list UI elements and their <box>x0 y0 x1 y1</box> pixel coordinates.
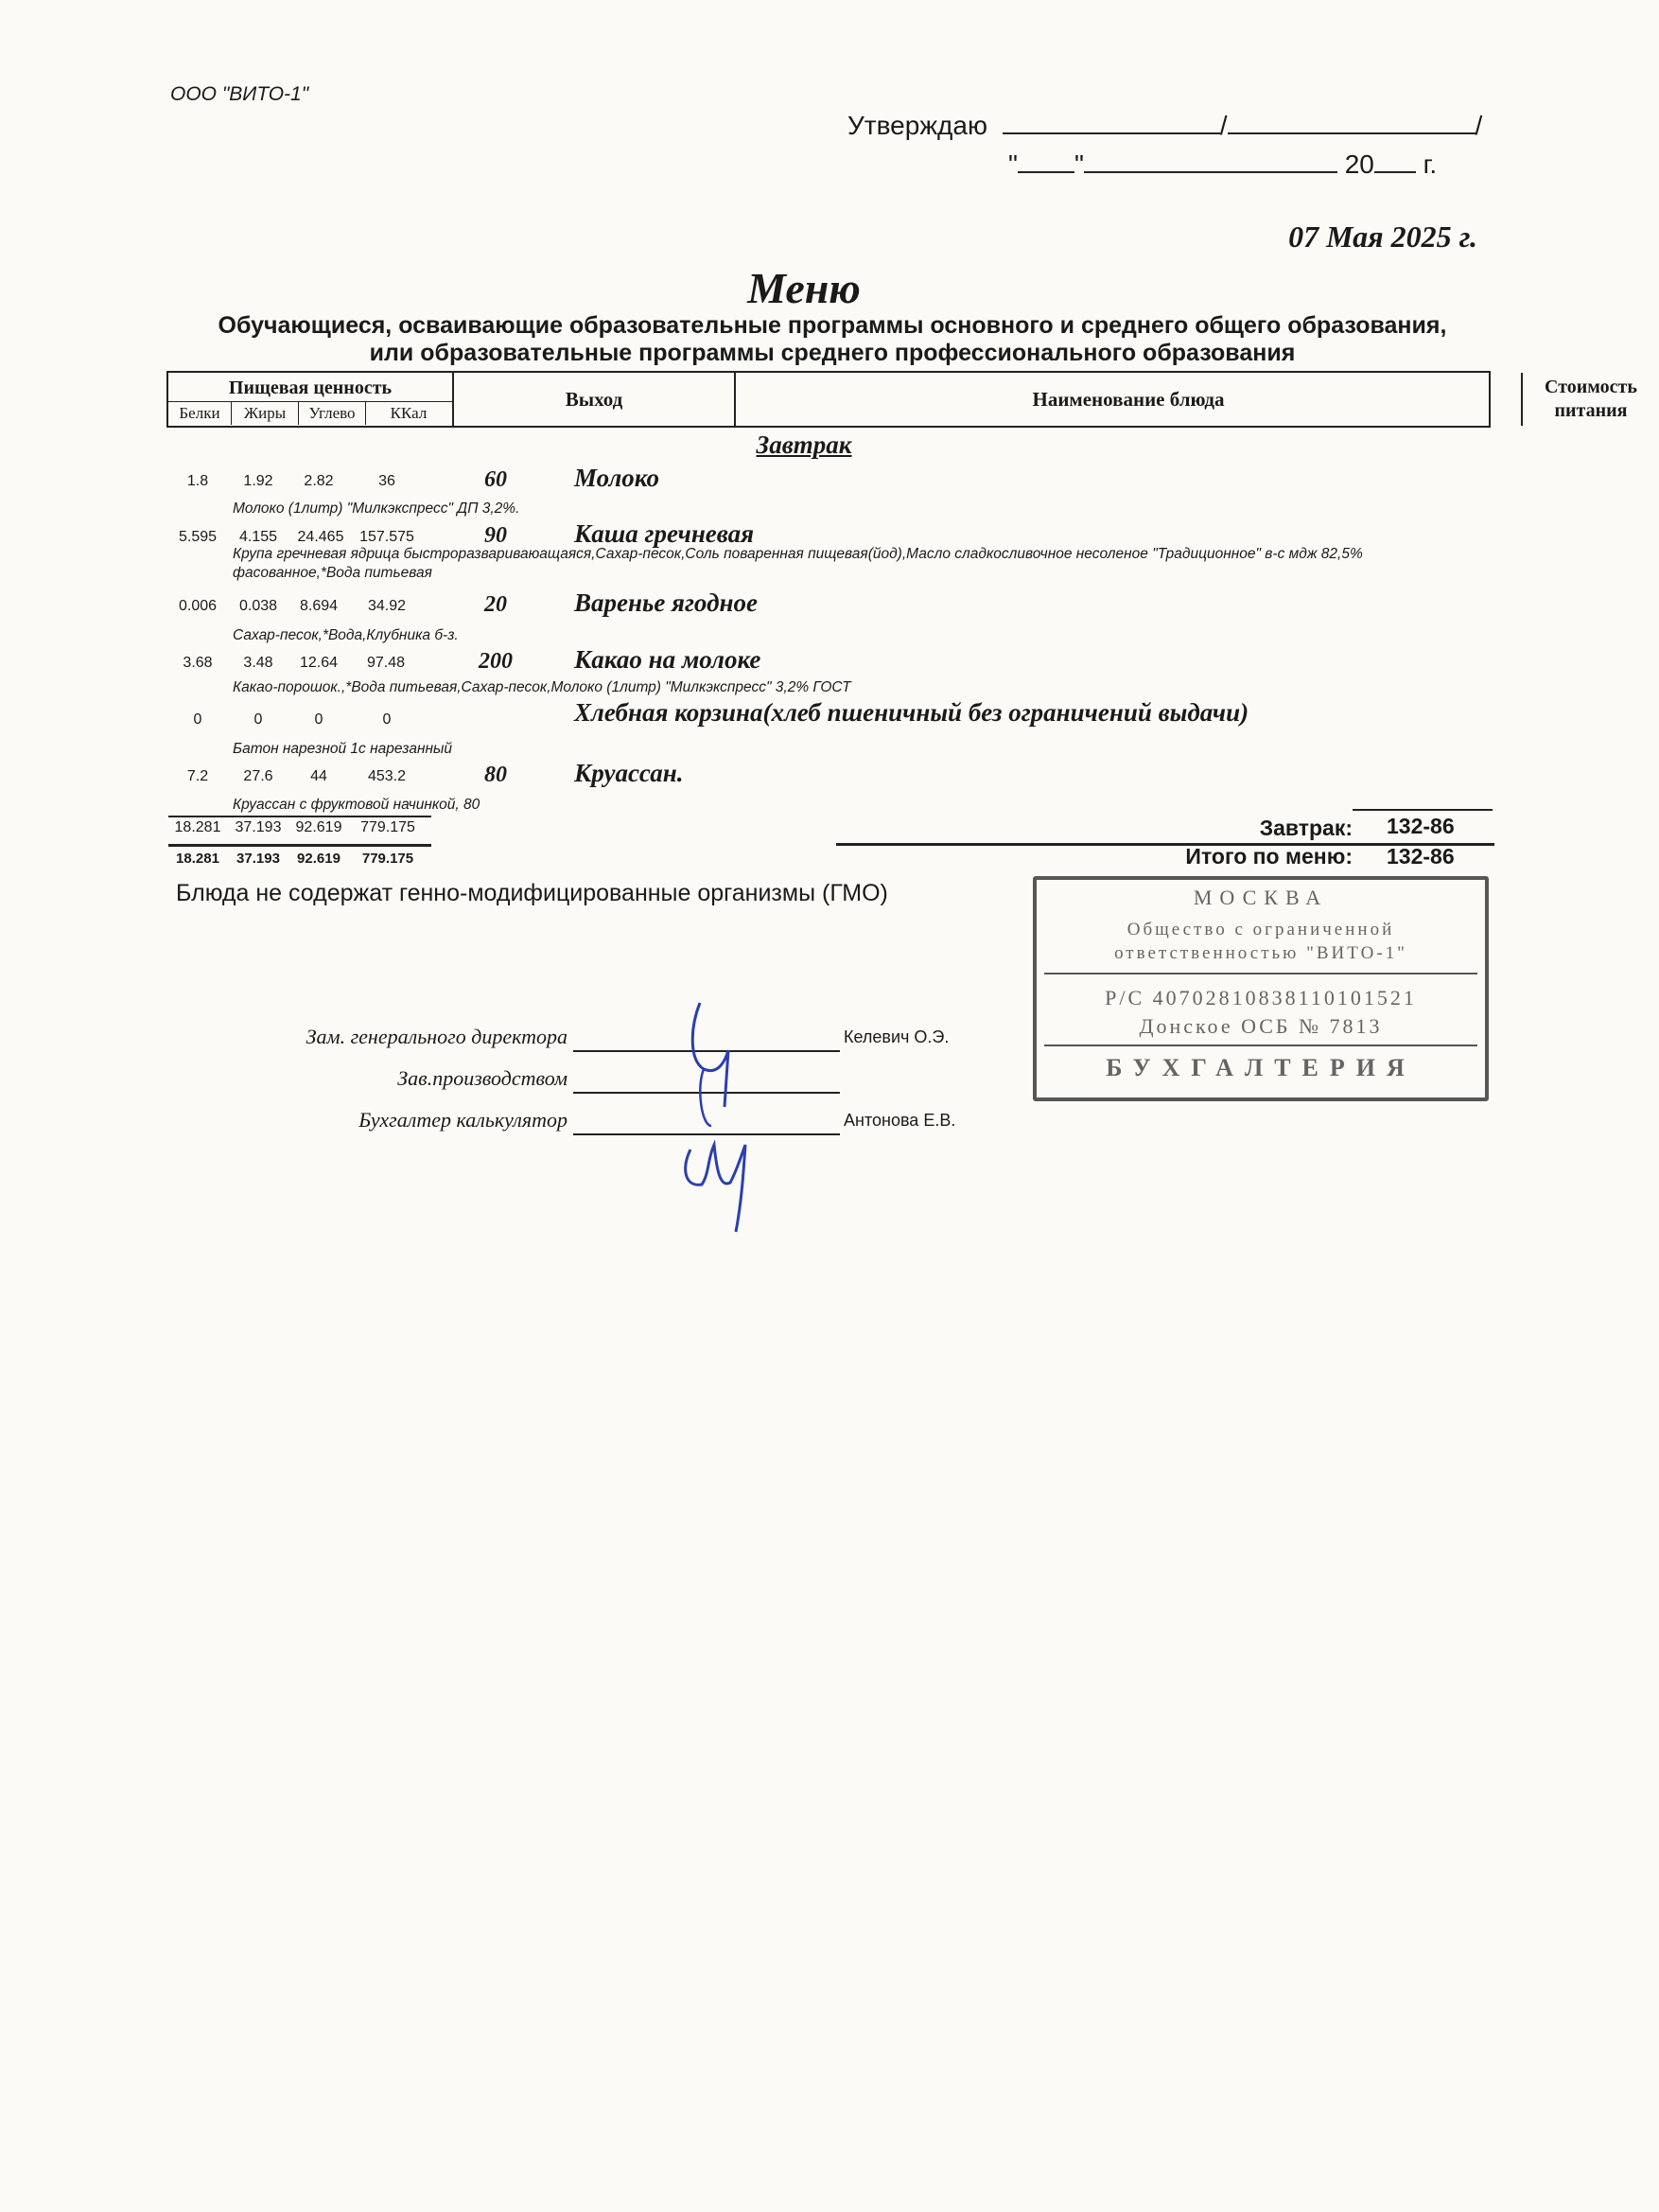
item-kcal: 0 <box>382 711 392 728</box>
item-name: Варенье ягодное <box>574 588 758 617</box>
year-blank <box>1374 147 1416 173</box>
item-kcal: 97.48 <box>366 655 406 671</box>
item-output: 200 <box>479 649 513 674</box>
item-output: 20 <box>484 592 507 617</box>
stamp-divider <box>1044 973 1477 974</box>
item-proteins: 5.595 <box>178 529 218 545</box>
approval-block <box>847 108 1482 180</box>
output-header: Выход <box>454 373 736 426</box>
subtotal-value: 132-86 <box>1387 814 1455 838</box>
item-fats: 4.155 <box>238 529 278 545</box>
item-output: 60 <box>484 467 507 492</box>
stamp-city: МОСКВА <box>1193 886 1329 909</box>
item-carbs: 8.694 <box>299 598 339 614</box>
nutrition-header-label: Пищевая ценность <box>168 375 452 402</box>
signature-role: Зам. генерального директора <box>306 1025 568 1048</box>
item-composition: Батон нарезной 1с нарезанный <box>233 741 453 757</box>
cost-header: Стоимость питания <box>1545 377 1637 421</box>
approval-slash: / <box>1475 111 1483 140</box>
stamp-org <box>1037 918 1485 965</box>
signature-name: Антонова Е.В. <box>844 1111 956 1130</box>
stamp-department: БУХГАЛТЕРИЯ <box>1106 1054 1416 1081</box>
signature-name: Келевич О.Э. <box>844 1027 950 1046</box>
item-kcal: 157.575 <box>359 529 414 545</box>
menu-date: 07 Мая 2025 г. <box>1288 219 1477 254</box>
quote-mark: " <box>1074 149 1084 179</box>
organization-name: ООО "ВИТО-1" <box>170 83 309 105</box>
stamp-org-line: ответственностью "ВИТО-1" <box>1114 943 1407 963</box>
item-fats: 0 <box>253 711 263 728</box>
approval-label: Утверждаю <box>847 111 987 140</box>
stamp-account: Р/С 40702810838110101521 <box>1105 986 1417 1009</box>
item-output: 80 <box>484 763 507 787</box>
stamp-bank-name: Донское ОСБ № 7813 <box>1139 1014 1383 1038</box>
signature-role: Зав.производством <box>397 1066 568 1090</box>
table-header <box>166 371 1637 428</box>
carbs-header: Углево <box>299 402 366 425</box>
total-kcal: 779.175 <box>361 851 414 867</box>
item-composition: Сахар-песок,*Вода,Клубника б-з. <box>233 627 459 643</box>
subtotal-label: Завтрак: <box>1259 816 1353 840</box>
item-fats: 1.92 <box>243 473 273 489</box>
item-carbs: 24.465 <box>297 529 344 545</box>
item-carbs: 44 <box>310 768 327 784</box>
proteins-header: Белки <box>168 402 232 425</box>
handwritten-signature-icon <box>662 984 795 1239</box>
total-proteins: 18.281 <box>176 851 219 867</box>
total-fats: 37.193 <box>236 851 280 867</box>
section-title: Завтрак <box>756 430 852 459</box>
item-name: Какао на молоке <box>574 645 761 674</box>
total-label: Итого по меню: <box>1185 844 1353 869</box>
approval-date-line <box>1008 147 1482 180</box>
quote-mark: " <box>1008 149 1018 179</box>
kcal-header: ККал <box>390 404 428 422</box>
item-composition: Крупа гречневая ядрица быстроразвариваюащаяся,Сахар-песок,Соль поваренная пищевая(йод),Масло сладкосливочное несоленое "Традиционное" в-с мдж 82,5% фасованное,*Вода питьевая <box>233 546 1363 581</box>
day-blank <box>1018 147 1074 173</box>
subtotal-carbs: 92.619 <box>295 819 342 835</box>
approval-name-blank <box>1228 108 1476 134</box>
subtotal-value-line <box>1353 809 1493 811</box>
item-fats: 27.6 <box>243 768 273 784</box>
item-proteins: 1.8 <box>186 473 209 489</box>
item-proteins: 0 <box>193 711 202 728</box>
subtotal-divider <box>168 816 431 817</box>
stamp-org-line: Общество с ограниченной <box>1126 920 1395 939</box>
item-name: Каша гречневая <box>574 519 755 548</box>
month-blank <box>1084 147 1337 173</box>
item-carbs: 0 <box>314 711 323 728</box>
approval-slash: / <box>1219 111 1228 140</box>
item-proteins: 0.006 <box>178 598 218 614</box>
dish-name-header: Наименование блюда <box>736 373 1523 426</box>
subtotal-kcal: 779.175 <box>360 819 415 835</box>
stamp-divider <box>1044 1045 1477 1046</box>
item-fats: 0.038 <box>238 598 278 614</box>
item-output: 90 <box>484 523 507 548</box>
subtotal-fats: 37.193 <box>235 819 282 835</box>
item-fats: 3.48 <box>243 655 273 671</box>
year-suffix: г. <box>1423 149 1438 179</box>
approval-line <box>847 108 1482 141</box>
item-proteins: 3.68 <box>183 655 213 671</box>
item-name: Хлебная корзина(хлеб пшеничный без ограничений выдачи) <box>574 698 1249 727</box>
company-stamp <box>1033 876 1489 1101</box>
page-subtitle: Обучающиеся, осваивающие образовательные программы основного и среднего общего образования, или образовательные программы среднего профессионального образования <box>218 312 1447 366</box>
nutrition-header <box>168 373 454 426</box>
total-carbs: 92.619 <box>297 851 341 867</box>
gmo-note: Блюда не содержат генно-модифицированные организмы (ГМО) <box>176 880 888 906</box>
total-divider <box>168 844 431 847</box>
item-composition: Круассан с фруктовой начинкой, 80 <box>233 797 480 813</box>
item-carbs: 12.64 <box>299 655 339 671</box>
subtotal-proteins: 18.281 <box>174 819 221 835</box>
page-title: Меню <box>747 264 861 312</box>
year-prefix: 20 <box>1344 149 1374 179</box>
item-kcal: 36 <box>378 473 395 489</box>
signature-role: Бухгалтер калькулятор <box>358 1108 568 1132</box>
approval-signature-blank <box>1003 108 1220 134</box>
item-composition: Молоко (1литр) "Милкэкспресс" ДП 3,2%. <box>233 500 520 517</box>
item-carbs: 2.82 <box>304 473 334 489</box>
item-composition: Какао-порошок.,*Вода питьевая,Сахар-песок,Молоко (1литр) "Милкэкспресс" 3,2% ГОСТ <box>233 679 851 695</box>
fats-header: Жиры <box>232 402 299 425</box>
item-kcal: 453.2 <box>367 768 407 784</box>
item-name: Круассан. <box>574 759 684 787</box>
item-kcal: 34.92 <box>367 598 407 614</box>
total-value: 132-86 <box>1387 844 1455 869</box>
item-proteins: 7.2 <box>186 768 209 784</box>
item-name: Молоко <box>574 464 659 492</box>
stamp-bank <box>1037 984 1485 1041</box>
